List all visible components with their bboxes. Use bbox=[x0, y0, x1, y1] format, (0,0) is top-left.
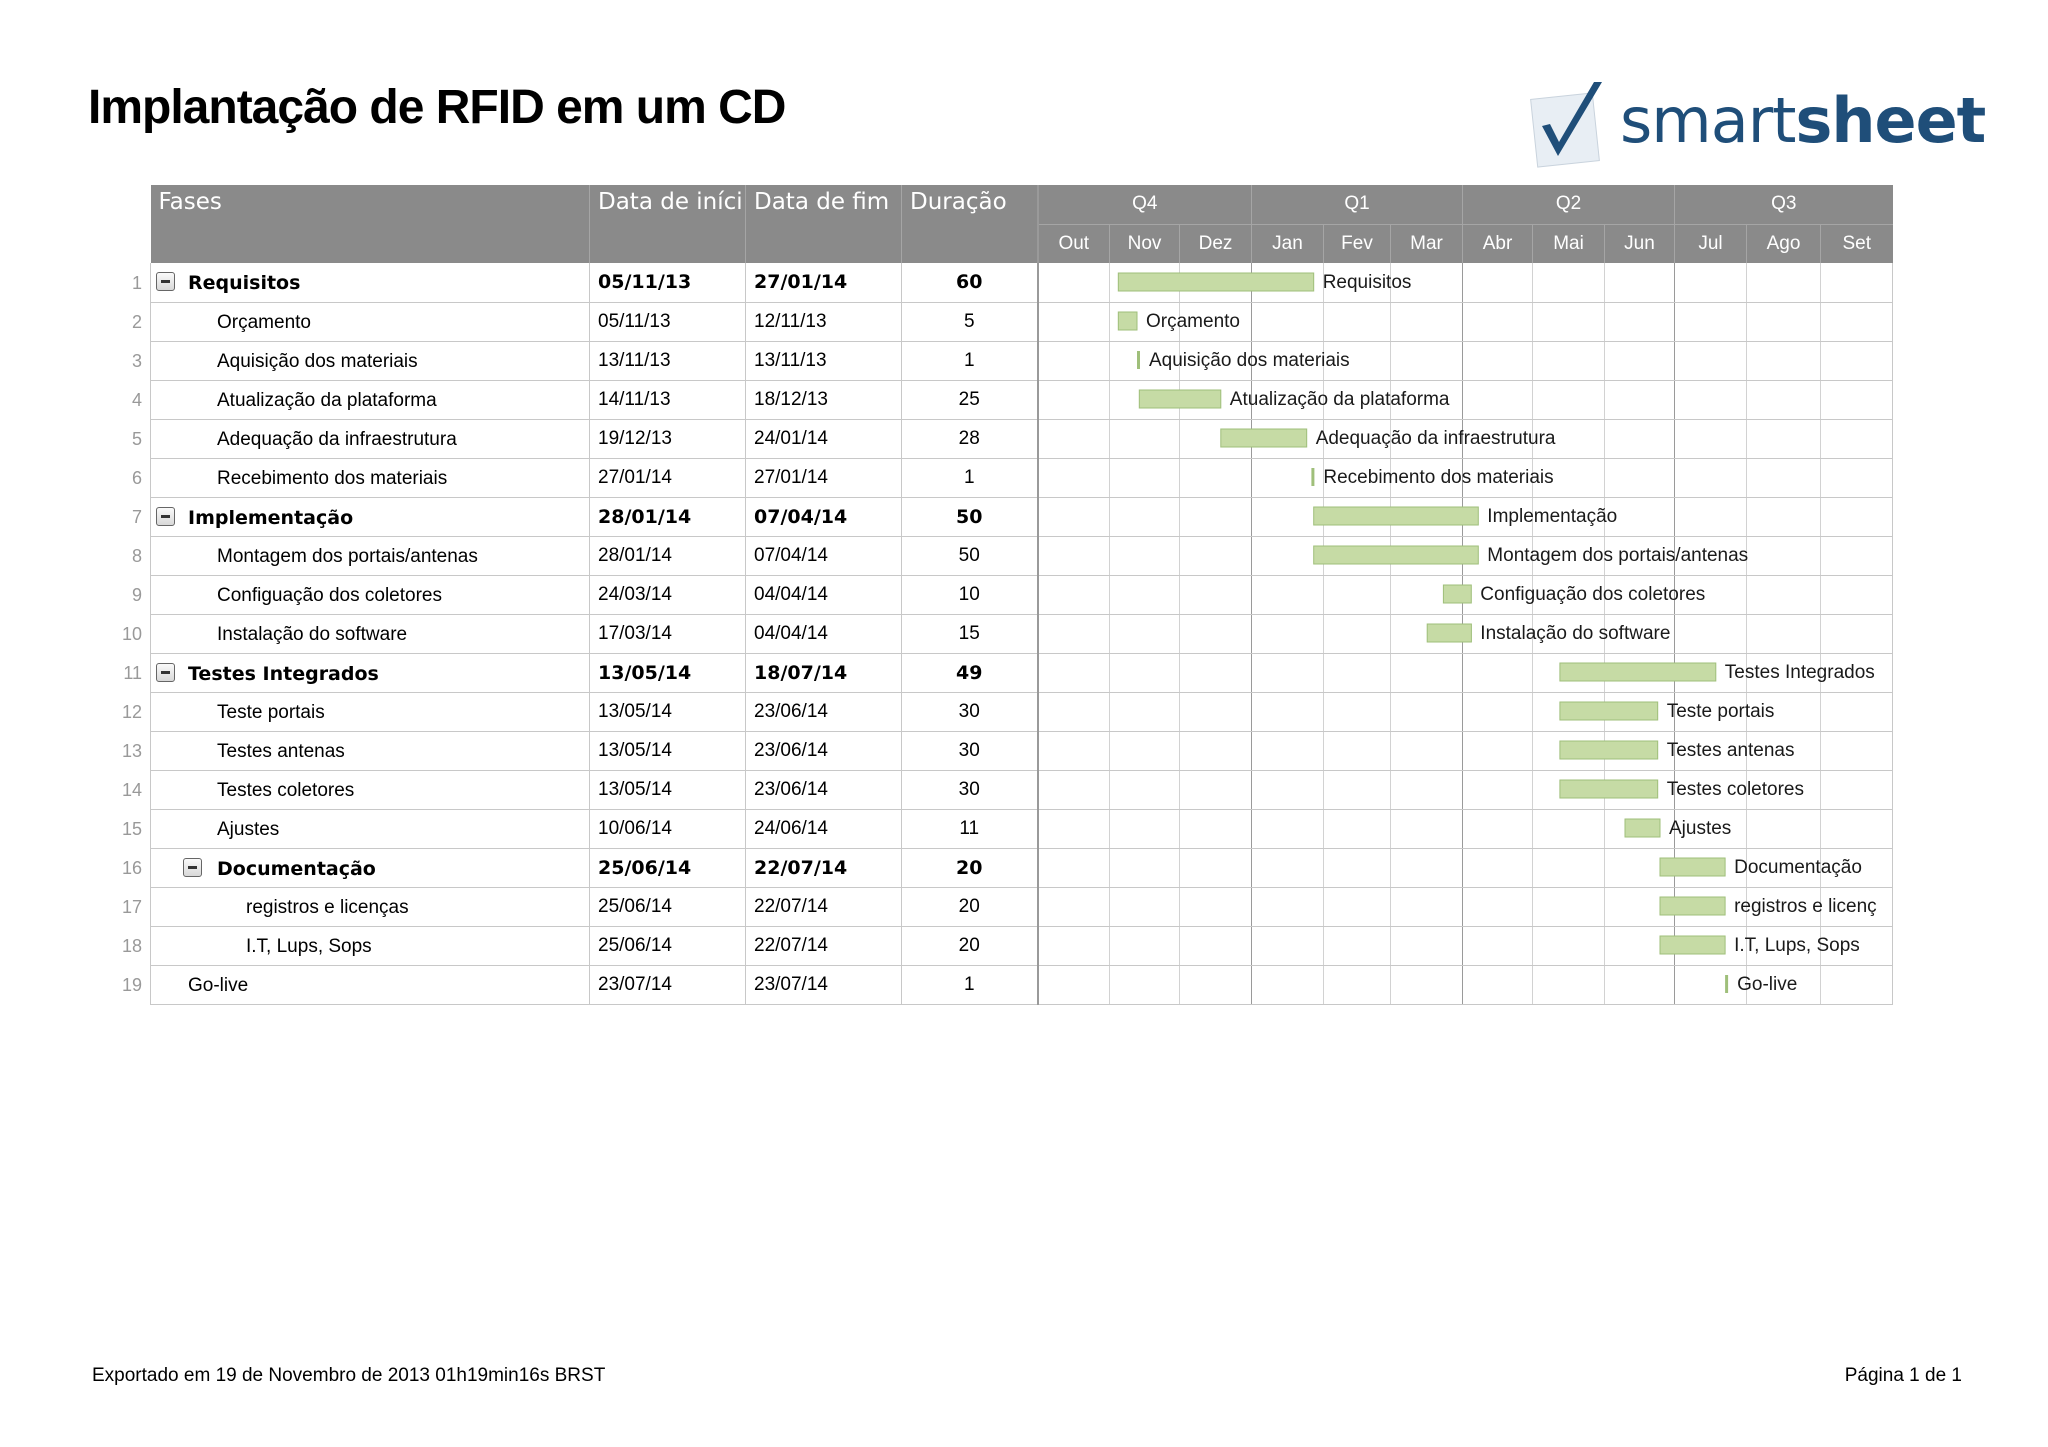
gantt-bar-label: Configuação dos coletores bbox=[1480, 584, 1706, 605]
row-number: 11 bbox=[123, 663, 142, 683]
gantt-bar[interactable] bbox=[1560, 741, 1658, 759]
row-number: 2 bbox=[131, 312, 142, 332]
gantt-bar-label: Testes coletores bbox=[1666, 779, 1804, 800]
cell-start[interactable]: 23/07/14 bbox=[590, 965, 746, 1004]
gantt-bar-label: Atualização da plataforma bbox=[1229, 389, 1450, 410]
row-number: 6 bbox=[131, 468, 142, 488]
cell-fase[interactable] bbox=[151, 458, 590, 497]
cell-duration[interactable]: 49 bbox=[902, 653, 1038, 692]
month-header: Mai bbox=[1533, 224, 1605, 263]
cell-duration[interactable]: 60 bbox=[902, 263, 1038, 302]
gantt-bar-label: Aquisição dos materiais bbox=[1149, 350, 1350, 371]
cell-end[interactable]: 24/06/14 bbox=[746, 809, 902, 848]
cell-duration[interactable]: 20 bbox=[902, 848, 1038, 887]
row-number: 19 bbox=[121, 975, 142, 995]
gantt-bar-label: Testes Integrados bbox=[1724, 662, 1875, 683]
fase-name: Ajustes bbox=[217, 818, 280, 840]
row-number: 8 bbox=[131, 546, 142, 566]
cell-start[interactable]: 05/11/13 bbox=[590, 302, 746, 341]
gantt-bar[interactable] bbox=[1660, 936, 1725, 954]
month-header: Jul bbox=[1675, 224, 1747, 263]
cell-start[interactable]: 10/06/14 bbox=[590, 809, 746, 848]
gantt-bar[interactable] bbox=[1560, 702, 1658, 720]
cell-duration[interactable]: 30 bbox=[902, 731, 1038, 770]
col-header-duracao[interactable]: Duração bbox=[902, 185, 1038, 263]
cell-fase[interactable] bbox=[151, 575, 590, 614]
cell-fase[interactable] bbox=[151, 848, 590, 887]
cell-start[interactable]: 24/03/14 bbox=[590, 575, 746, 614]
month-header: Ago bbox=[1747, 224, 1821, 263]
fase-name: Montagem dos portais/antenas bbox=[217, 545, 478, 567]
gantt-bar-label: Instalação do software bbox=[1480, 623, 1671, 644]
fase-name: Teste portais bbox=[217, 701, 325, 723]
quarter-q2: Q2 bbox=[1463, 185, 1675, 224]
cell-end[interactable]: 27/01/14 bbox=[746, 458, 902, 497]
month-header: Out bbox=[1038, 224, 1110, 263]
row-number: 4 bbox=[131, 390, 142, 410]
col-header-fim[interactable]: Data de fim bbox=[746, 185, 902, 263]
gantt-bar-label: Orçamento bbox=[1146, 311, 1240, 332]
month-header: Fev bbox=[1324, 224, 1391, 263]
gantt-bar[interactable] bbox=[1660, 897, 1725, 915]
row-number: 5 bbox=[131, 429, 142, 449]
month-header: Mar bbox=[1391, 224, 1463, 263]
cell-start[interactable]: 25/06/14 bbox=[590, 887, 746, 926]
cell-duration[interactable]: 50 bbox=[902, 497, 1038, 536]
gantt-bar-label: Testes antenas bbox=[1666, 740, 1795, 761]
cell-end[interactable]: 22/07/14 bbox=[746, 848, 902, 887]
gantt-bar[interactable] bbox=[1443, 585, 1471, 603]
gantt-bar[interactable] bbox=[1311, 468, 1314, 486]
cell-end[interactable]: 24/01/14 bbox=[746, 419, 902, 458]
fase-name: Atualização da plataforma bbox=[217, 389, 437, 411]
cell-start[interactable]: 28/01/14 bbox=[590, 536, 746, 575]
cell-fase[interactable] bbox=[151, 536, 590, 575]
gantt-bar-label: registros e licenç bbox=[1734, 896, 1877, 917]
cell-fase[interactable] bbox=[151, 887, 590, 926]
cell-end[interactable]: 07/04/14 bbox=[746, 536, 902, 575]
cell-start[interactable]: 17/03/14 bbox=[590, 614, 746, 653]
month-header: Jan bbox=[1252, 224, 1324, 263]
gantt-chart bbox=[1037, 263, 1892, 1004]
gantt-bar-label: Adequação da infraestrutura bbox=[1315, 428, 1556, 449]
col-header-fases[interactable]: Fases bbox=[151, 185, 590, 263]
month-header: Jun bbox=[1605, 224, 1675, 263]
cell-end[interactable]: 23/06/14 bbox=[746, 770, 902, 809]
cell-duration[interactable]: 10 bbox=[902, 575, 1038, 614]
fase-name: Implementação bbox=[188, 506, 354, 529]
gantt-bar[interactable] bbox=[1725, 975, 1728, 993]
cell-start[interactable]: 25/06/14 bbox=[590, 848, 746, 887]
gantt-bar[interactable] bbox=[1560, 663, 1716, 681]
cell-end[interactable]: 23/07/14 bbox=[746, 965, 902, 1004]
page-title: Implantação de RFID em um CD bbox=[88, 81, 786, 134]
cell-end[interactable]: 22/07/14 bbox=[746, 887, 902, 926]
cell-end[interactable]: 07/04/14 bbox=[746, 497, 902, 536]
fase-name: Instalação do software bbox=[217, 623, 408, 645]
gantt-bar[interactable] bbox=[1427, 624, 1471, 642]
cell-start[interactable]: 28/01/14 bbox=[590, 497, 746, 536]
month-header: Nov bbox=[1110, 224, 1180, 263]
cell-end[interactable]: 18/12/13 bbox=[746, 380, 902, 419]
cell-start[interactable]: 13/05/14 bbox=[590, 653, 746, 692]
cell-duration[interactable]: 1 bbox=[902, 965, 1038, 1004]
collapse-icon[interactable] bbox=[156, 507, 175, 526]
fase-name: Documentação bbox=[217, 857, 376, 880]
fase-name: Testes Integrados bbox=[188, 662, 379, 685]
cell-fase[interactable] bbox=[151, 380, 590, 419]
cell-duration[interactable]: 25 bbox=[902, 380, 1038, 419]
logo-wordmark: smartsheet bbox=[1620, 84, 1986, 157]
cell-fase[interactable] bbox=[151, 809, 590, 848]
fase-name: Recebimento dos materiais bbox=[217, 467, 448, 489]
cell-end[interactable]: 23/06/14 bbox=[746, 731, 902, 770]
gantt-bar[interactable] bbox=[1137, 351, 1140, 369]
cell-duration[interactable]: 30 bbox=[902, 692, 1038, 731]
cell-end[interactable]: 13/11/13 bbox=[746, 341, 902, 380]
cell-end[interactable]: 22/07/14 bbox=[746, 926, 902, 965]
cell-fase[interactable] bbox=[151, 926, 590, 965]
row-number: 7 bbox=[131, 507, 142, 527]
cell-duration[interactable]: 15 bbox=[902, 614, 1038, 653]
gantt-bar[interactable] bbox=[1314, 507, 1479, 525]
cell-fase[interactable] bbox=[151, 965, 590, 1004]
collapse-icon[interactable] bbox=[156, 272, 175, 291]
cell-end[interactable]: 23/06/14 bbox=[746, 692, 902, 731]
gantt-bar[interactable] bbox=[1118, 312, 1137, 330]
cell-duration[interactable]: 50 bbox=[902, 536, 1038, 575]
gantt-bar[interactable] bbox=[1625, 819, 1660, 837]
cell-start[interactable]: 14/11/13 bbox=[590, 380, 746, 419]
col-header-inicio[interactable]: Data de iníci bbox=[590, 185, 746, 263]
cell-duration[interactable]: 30 bbox=[902, 770, 1038, 809]
gantt-bar[interactable] bbox=[1314, 546, 1479, 564]
month-header: Abr bbox=[1463, 224, 1533, 263]
gantt-bar[interactable] bbox=[1560, 780, 1658, 798]
cell-duration[interactable]: 1 bbox=[902, 458, 1038, 497]
cell-start[interactable]: 13/05/14 bbox=[590, 731, 746, 770]
cell-duration[interactable]: 20 bbox=[902, 887, 1038, 926]
cell-start[interactable]: 13/05/14 bbox=[590, 770, 746, 809]
row-number: 15 bbox=[121, 819, 142, 839]
gantt-bar-label: Implementação bbox=[1487, 506, 1618, 527]
page-number: Página 1 de 1 bbox=[1844, 1365, 1962, 1386]
quarter-q4: Q4 bbox=[1038, 185, 1252, 224]
row-number: 18 bbox=[121, 936, 142, 956]
fase-name: Go-live bbox=[188, 974, 249, 996]
fase-name: Adequação da infraestrutura bbox=[217, 428, 457, 450]
gantt-bar-label: Recebimento dos materiais bbox=[1323, 467, 1554, 488]
cell-end[interactable]: 18/07/14 bbox=[746, 653, 902, 692]
gantt-bar[interactable] bbox=[1660, 858, 1725, 876]
quarter-q1: Q1 bbox=[1252, 185, 1463, 224]
cell-fase[interactable] bbox=[151, 419, 590, 458]
cell-duration[interactable]: 11 bbox=[902, 809, 1038, 848]
gantt-bar-label: Documentação bbox=[1734, 857, 1862, 878]
row-number: 16 bbox=[121, 858, 142, 878]
cell-end[interactable]: 27/01/14 bbox=[746, 263, 902, 302]
fase-name: Testes coletores bbox=[217, 779, 355, 801]
cell-duration[interactable]: 28 bbox=[902, 419, 1038, 458]
fase-name: I.T, Lups, Sops bbox=[246, 935, 372, 957]
cell-duration[interactable]: 1 bbox=[902, 341, 1038, 380]
cell-end[interactable]: 04/04/14 bbox=[746, 614, 902, 653]
cell-start[interactable]: 05/11/13 bbox=[590, 263, 746, 302]
cell-duration[interactable]: 20 bbox=[902, 926, 1038, 965]
gantt-bar[interactable] bbox=[1221, 429, 1307, 447]
cell-end[interactable]: 12/11/13 bbox=[746, 302, 902, 341]
collapse-icon[interactable] bbox=[183, 858, 202, 877]
month-header: Dez bbox=[1180, 224, 1252, 263]
cell-fase[interactable] bbox=[151, 263, 590, 302]
cell-fase[interactable] bbox=[151, 692, 590, 731]
gantt-bar-label: Ajustes bbox=[1669, 818, 1732, 839]
gantt-bar-label: I.T, Lups, Sops bbox=[1734, 935, 1860, 956]
row-number: 14 bbox=[121, 780, 142, 800]
cell-start[interactable]: 27/01/14 bbox=[590, 458, 746, 497]
fase-name: Orçamento bbox=[217, 311, 311, 333]
gantt-bar-label: Teste portais bbox=[1666, 701, 1775, 722]
fase-name: Configuação dos coletores bbox=[217, 584, 442, 606]
gantt-bar[interactable] bbox=[1118, 273, 1313, 291]
cell-start[interactable]: 13/11/13 bbox=[590, 341, 746, 380]
gantt-bar-label: Montagem dos portais/antenas bbox=[1487, 545, 1749, 566]
smartsheet-logo bbox=[1528, 76, 1986, 176]
cell-end[interactable]: 04/04/14 bbox=[746, 575, 902, 614]
cell-fase[interactable] bbox=[151, 770, 590, 809]
fase-name: Testes antenas bbox=[217, 740, 345, 762]
row-number: 13 bbox=[121, 741, 142, 761]
row-number: 12 bbox=[121, 702, 142, 722]
cell-fase[interactable] bbox=[151, 614, 590, 653]
cell-fase[interactable] bbox=[151, 653, 590, 692]
cell-fase[interactable] bbox=[151, 497, 590, 536]
fase-name: Aquisição dos materiais bbox=[217, 350, 418, 372]
cell-fase[interactable] bbox=[151, 302, 590, 341]
cell-duration[interactable]: 5 bbox=[902, 302, 1038, 341]
cell-fase[interactable] bbox=[151, 341, 590, 380]
gantt-bar[interactable] bbox=[1139, 390, 1221, 408]
fase-name: registros e licenças bbox=[246, 896, 409, 918]
row-number: 1 bbox=[131, 273, 142, 293]
cell-start[interactable]: 19/12/13 bbox=[590, 419, 746, 458]
row-number: 10 bbox=[121, 624, 142, 644]
gantt-bar-label: Requisitos bbox=[1322, 272, 1412, 293]
month-header: Set bbox=[1821, 224, 1893, 263]
gantt-bar-label: Go-live bbox=[1737, 974, 1798, 995]
checkmark-icon bbox=[1528, 76, 1618, 176]
cell-start[interactable]: 25/06/14 bbox=[590, 926, 746, 965]
row-number: 3 bbox=[131, 351, 142, 371]
cell-start[interactable]: 13/05/14 bbox=[590, 692, 746, 731]
export-info: Exportado em 19 de Novembro de 2013 01h19min16s BRST bbox=[92, 1365, 606, 1386]
quarter-q3: Q3 bbox=[1675, 185, 1893, 224]
row-number: 17 bbox=[121, 897, 142, 917]
fase-name: Requisitos bbox=[188, 272, 301, 294]
collapse-icon[interactable] bbox=[156, 663, 175, 682]
cell-fase[interactable] bbox=[151, 731, 590, 770]
row-number: 9 bbox=[131, 585, 142, 605]
